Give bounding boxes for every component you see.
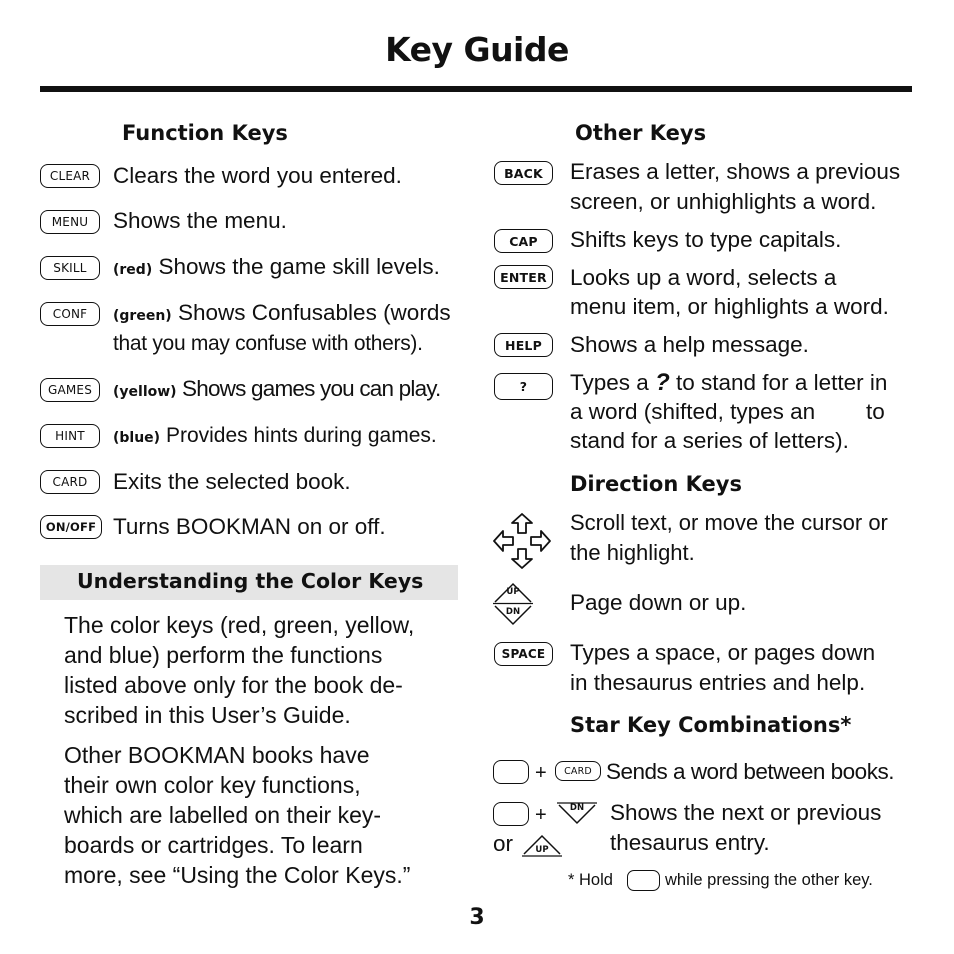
hint-row [113, 421, 437, 453]
cap-key: CAP [494, 229, 553, 253]
skill-row [113, 252, 440, 285]
page-title: Key Guide [385, 30, 569, 69]
plus-sign-2: + [535, 804, 547, 826]
question-post: to stand for a letter in [676, 370, 888, 395]
red-label: (red) [113, 262, 153, 278]
skill-key: SKILL [40, 256, 100, 280]
plus-sign: + [535, 762, 547, 784]
para1-line: and blue) perform the functions [64, 642, 383, 668]
conf-row [113, 298, 451, 331]
enter-desc-1: Looks up a word, selects a [570, 265, 837, 290]
color-keys-heading: Understanding the Color Keys [77, 569, 424, 593]
card-key: CARD [40, 470, 100, 494]
hint-desc: Provides hints during games. [165, 424, 437, 447]
combo-dn-label: DN [569, 803, 585, 813]
page-up-label: UP [506, 587, 520, 597]
color-keys-para-1 [64, 610, 464, 730]
menu-desc: Shows the menu. [113, 208, 287, 233]
space-desc-2: in thesaurus entries and help. [570, 670, 866, 695]
footnote-star-key [627, 870, 660, 891]
page-dn-label: DN [505, 607, 521, 617]
games-key: GAMES [40, 378, 100, 402]
or-word: or [493, 831, 514, 856]
combo-up-label: UP [535, 845, 549, 855]
enter-desc-2: menu item, or highlights a word. [570, 294, 889, 319]
question-key: ? [494, 373, 553, 400]
para2-line: Other BOOKMAN books have [64, 742, 370, 768]
clear-desc: Clears the word you entered. [113, 163, 402, 188]
other-keys-heading: Other Keys [575, 121, 707, 145]
footnote-pre: * Hold [568, 871, 613, 889]
space-desc-1: Types a space, or pages down [570, 640, 876, 665]
enter-key: ENTER [494, 265, 553, 289]
function-keys-heading: Function Keys [122, 121, 288, 145]
page-desc: Page down or up. [570, 590, 747, 615]
para1-line: scribed in this User’s Guide. [64, 702, 351, 728]
star-keys-heading: Star Key Combinations* [570, 713, 852, 737]
arrows-desc-1: Scroll text, or move the cursor or [570, 510, 888, 535]
menu-key: MENU [40, 210, 100, 234]
para2-line: more, see “Using the Color Keys.” [64, 862, 411, 888]
conf-desc: Shows Confusables (words [177, 300, 451, 325]
blue-label: (blue) [113, 430, 161, 446]
para2-line: boards or cartridges. To learn [64, 832, 363, 858]
para2-line: which are labelled on their key- [64, 802, 382, 828]
question-line3: stand for a series of letters). [570, 428, 849, 453]
combo-card-key: CARD [555, 761, 601, 781]
para1-line: listed above only for the book de- [64, 672, 403, 698]
help-desc: Shows a help message. [570, 332, 809, 357]
games-desc: Shows games you can play. [182, 376, 441, 401]
onoff-desc: Turns BOOKMAN on or off. [113, 514, 386, 539]
combo2-desc-1: Shows the next or previous [610, 800, 882, 825]
skill-desc: Shows the game skill levels. [158, 254, 440, 279]
title-rule [40, 86, 912, 92]
footnote-post: while pressing the other key. [665, 871, 873, 889]
direction-arrows-icon [492, 512, 552, 570]
question-line2b: to [866, 399, 885, 424]
color-keys-para-2 [64, 740, 464, 890]
para2-line: their own color key functions, [64, 772, 361, 798]
combo2-desc-2: thesaurus entry. [610, 830, 770, 855]
cap-desc: Shifts keys to type capitals. [570, 227, 842, 252]
clear-key: CLEAR [40, 164, 100, 188]
question-pre: Types a [570, 370, 649, 395]
space-key: SPACE [494, 642, 553, 666]
hint-key: HINT [40, 424, 100, 448]
card-desc: Exits the selected book. [113, 469, 351, 494]
question-glyph: ? [655, 369, 670, 396]
back-key: BACK [494, 161, 553, 185]
onoff-key: ON/OFF [40, 515, 102, 539]
direction-keys-heading: Direction Keys [570, 472, 742, 496]
question-line2a: a word (shifted, types an [570, 399, 816, 424]
conf-desc-2: that you may confuse with others). [113, 332, 423, 355]
page-number: 3 [469, 905, 485, 930]
yellow-label: (yellow) [113, 384, 177, 400]
star-key-2 [493, 802, 529, 826]
para1-line: The color keys (red, green, yellow, [64, 612, 415, 638]
combo1-desc: Sends a word between books. [606, 759, 894, 784]
games-row [113, 374, 441, 407]
star-key [493, 760, 529, 784]
back-desc-2: screen, or unhighlights a word. [570, 189, 877, 214]
arrows-desc-2: the highlight. [570, 540, 695, 565]
question-row [570, 368, 887, 398]
help-key: HELP [494, 333, 553, 357]
back-desc-1: Erases a letter, shows a previous [570, 159, 901, 184]
conf-key: CONF [40, 302, 100, 326]
green-label: (green) [113, 308, 172, 324]
